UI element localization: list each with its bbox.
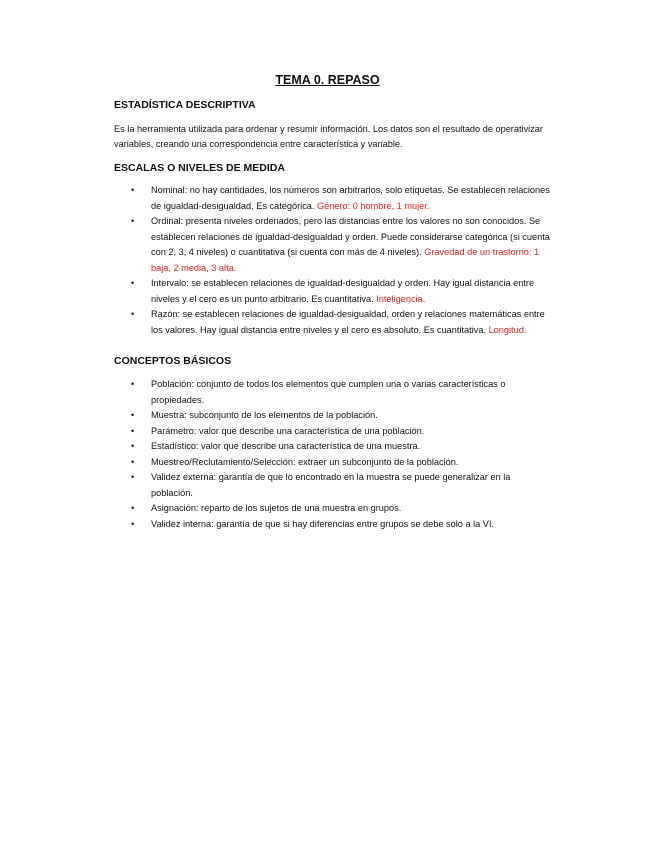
list-item-text: Muestreo/Reclutamiento/Selección: extraer un subconjunto de la población. (151, 456, 459, 467)
bullet-icon: • (131, 472, 135, 482)
list-item (114, 307, 554, 338)
list-item-text: Nominal: no hay cantidades, los números son arbitrarios, solo etiquetas. Se establecen relaciones de igualdad-desigualdad. Es categórica. (151, 185, 550, 211)
list-item-text: Parámetro: valor que describe una característica de una población. (151, 425, 425, 436)
list-item-example: Longitud. (488, 324, 527, 335)
list-item (114, 517, 554, 533)
list-item-example: Inteligencia. (376, 293, 426, 304)
section-heading-escalas: ESCALAS O NIVELES DE MEDIDA (114, 162, 285, 174)
bullet-icon: • (131, 410, 135, 420)
list-item (114, 183, 554, 214)
list-item (114, 470, 554, 501)
list-item-text: Validez interna: garantía de que si hay diferencias entre grupos se debe solo a la VI. (151, 518, 495, 529)
list-item-text: Razón: se establecen relaciones de igualdad-desigualdad, orden y relaciones matemáticas entre los valores. Hay igual distancia entre niveles y el cero es absoluto. Es cuantitativa. (151, 309, 545, 335)
bullet-icon: • (131, 456, 135, 467)
list-item (114, 439, 554, 455)
list-item (114, 501, 554, 517)
bullet-icon: • (131, 379, 135, 389)
list-item (114, 276, 554, 307)
list-item-text: Población: conjunto de todos los elementos que cumplen una o varias características o propiedades. (151, 379, 506, 405)
section-heading-estadistica: ESTADÍSTICA DESCRIPTIVA (114, 99, 256, 111)
bullet-icon: • (131, 185, 135, 195)
list-item (114, 455, 554, 471)
page-title: TEMA 0. REPASO (275, 73, 380, 87)
bullet-icon: • (131, 503, 135, 513)
section-paragraph: Es la herramienta utilizada para ordenar y resumir información. Los datos son el resultado de operativizar variables, creando una correspondencia entre característica y variable. (114, 124, 543, 149)
section-heading-conceptos: CONCEPTOS BÁSICOS (114, 355, 232, 367)
bullet-icon: • (131, 518, 135, 529)
conceptos-list (114, 377, 554, 532)
bullet-icon: • (131, 278, 135, 288)
list-item-example: Género: 0 hombre, 1 mujer. (317, 200, 430, 211)
list-item (114, 424, 554, 440)
list-item-example: Gravedad de un trastorno: 1 baja, 2 media, 3 alta. (151, 247, 540, 273)
escalas-list (114, 183, 554, 338)
list-item-text: Validez externa: garantía de que lo encontrado en la muestra se puede generalizar en la población. (151, 472, 511, 498)
list-item (114, 408, 554, 424)
list-item-text: Muestra: subconjunto de los elementos de la población. (151, 410, 378, 420)
bullet-icon: • (131, 441, 135, 451)
list-item-text: Estadístico: valor que describe una característica de una muestra. (151, 441, 421, 451)
bullet-icon: • (131, 216, 135, 226)
list-item-text: Intervalo: se establecen relaciones de igualdad-desigualdad y orden. Hay igual distancia entre niveles y el cero es un punto arbitrario. Es cuantitativa. (151, 278, 535, 304)
list-item (114, 377, 554, 408)
list-item-text: Asignación: reparto de los sujetos de una muestra en grupos. (151, 503, 402, 513)
bullet-icon: • (131, 309, 135, 319)
list-item (114, 214, 554, 276)
bullet-icon: • (131, 425, 135, 436)
list-item-text: Ordinal: presenta niveles ordenados, pero las distancias entre los valores no son conocidos. Se establecen relaciones de igualdad-desigualdad y orden. Puede considerarse categórica (si cuenta con 2, 3, 4 niveles) o cuantitativa (si cuenta con más de 4 niveles). (151, 216, 550, 257)
